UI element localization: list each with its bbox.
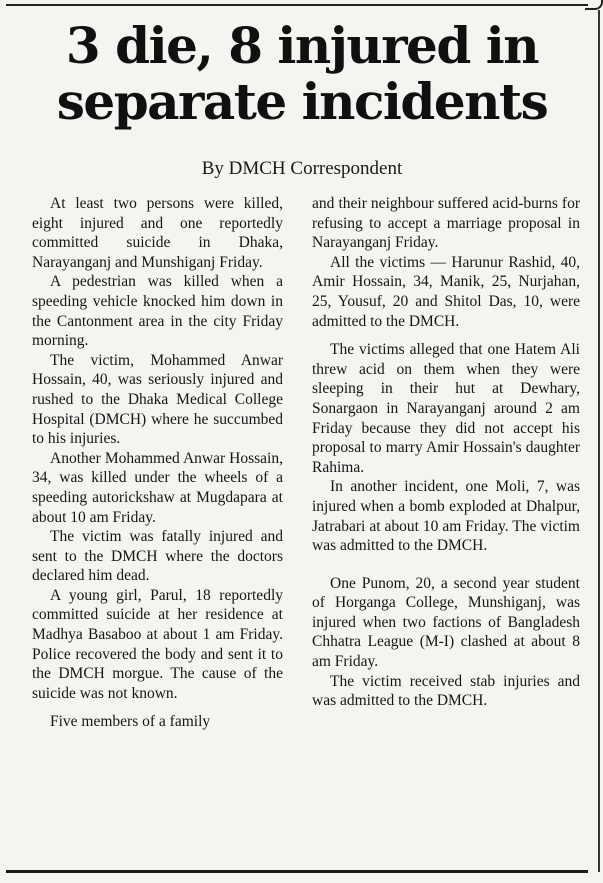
paragraph: The victim, Mohammed Anwar Hossain, 40, was seriously injured and rushed to the Dhaka Medical College Hospital (DMCH) where he succumbed to his injuries. [32,351,283,448]
paragraph: The victims alleged that one Hatem Ali threw acid on them when they were sleeping in their hut at Dewhary, Sonargaon in Narayanganj around 2 am Friday because they did not accept his proposal to marry Amir Hossain's daughter Rahima. [312,341,580,476]
top-right-corner-rule [585,0,603,10]
paragraph: Five members of a family [50,713,211,731]
paragraph: In another incident, one Moli, 7, was injured when a bomb exploded at Dhalpur, Jatrabari at about 10 am Friday. The victim was admitted to the DMCH. [312,478,580,555]
paragraph: Another Mohammed Anwar Hossain, 34, was killed under the wheels of a speeding autorickshaw at Mugdapara at about 10 am Friday. [32,449,283,526]
article-column-right [312,194,580,711]
paragraph: All the victims — Harunur Rashid, 40, Amir Hossain, 34, Manik, 25, Nurjahan, 25, Yousuf, 20 and Shitol Das, 10, were admitted to the DMCH. [312,253,580,330]
headline-line-1: 3 die, 8 injured in [65,16,539,75]
article-column-left [32,194,283,732]
headline-line-2: separate incidents [56,72,548,131]
paragraph: At least two persons were killed, eight injured and one reportedly committed suicide in Dhaka, Narayanganj and Munshiganj Friday. [32,195,283,271]
paragraph: The victim received stab injuries and was admitted to the DMCH. [312,672,580,710]
bottom-rule [6,870,588,873]
paragraph: A young girl, Parul, 18 reportedly committed suicide at her residence at Madhya Basaboo at about 1 am Friday. Police recovered the body and sent it to the DMCH morgue. The cause of the suicide was not known. [32,586,283,702]
paragraph: The victim was fatally injured and sent to the DMCH where the doctors declared him dead. [32,528,283,585]
paragraph: One Punom, 20, a second year student of Horganga College, Munshiganj, was injured when two factions of Bangladesh Chhatra League (M-I) clashed at about 8 am Friday. [312,574,580,671]
byline: By DMCH Correspondent [201,158,403,179]
headline [6,18,598,130]
top-rule [6,4,588,6]
right-rule [598,10,600,872]
paragraph: and their neighbour suffered acid-burns for refusing to accept a marriage proposal in Narayanganj Friday. [312,195,580,252]
paragraph: A pedestrian was killed when a speeding vehicle knocked him down in the Cantonment area in the city Friday morning. [32,273,283,350]
